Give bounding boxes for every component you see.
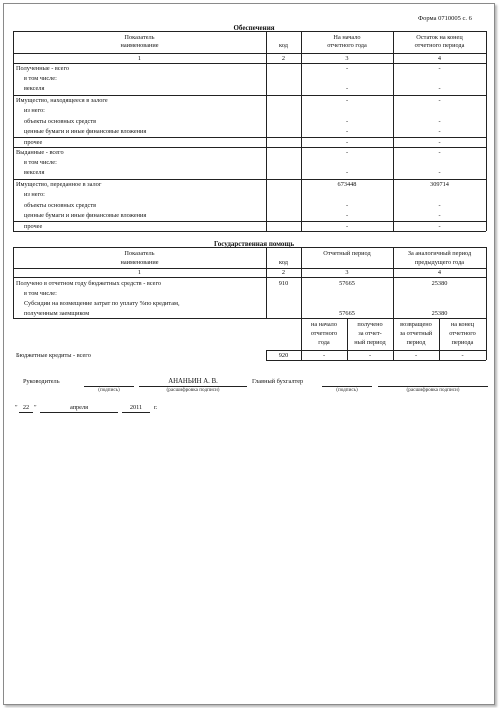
subsidy-current: 57665 — [339, 310, 355, 317]
header-code: код — [279, 42, 288, 49]
header-indicator: Показатель — [124, 34, 155, 41]
value-end: - — [438, 118, 441, 125]
form-code: Форма 0710005 с. 6 — [418, 15, 472, 22]
date-quote-open: " — [15, 404, 18, 411]
value-end: - — [438, 65, 441, 72]
table-row-label: в том числе: — [24, 159, 57, 166]
credits-value: - — [461, 352, 464, 359]
credits-label: Бюджетные кредиты - всего — [16, 352, 91, 359]
header-indicator: Показатель — [124, 250, 155, 257]
value-start: - — [345, 97, 349, 104]
date-quote-close: " — [34, 404, 37, 411]
value-start: - — [345, 85, 349, 92]
value-start: - — [345, 169, 349, 176]
date-suffix: г. — [154, 404, 158, 411]
value-start: - — [345, 223, 349, 230]
subsidy-prev: 25380 — [431, 310, 448, 317]
credits-value: - — [414, 352, 418, 359]
value-start: - — [345, 118, 349, 125]
header-end-period-2: отчетного периода — [414, 42, 465, 49]
head-name: АНАНЬИН А. В. — [168, 378, 218, 385]
table-row-label: Полученные - всего — [16, 65, 70, 72]
value-end: - — [438, 212, 441, 219]
credits-header-start-2: отчетного — [310, 330, 338, 337]
value-end: - — [438, 223, 441, 230]
chief-accountant-label: Главный бухгалтер — [252, 378, 304, 385]
value-start: 673448 — [337, 181, 357, 188]
credits-code: 920 — [278, 352, 289, 359]
credits-header-received: получено — [357, 321, 383, 328]
table-row-label: векселя — [24, 169, 45, 176]
colnum-1: 1 — [137, 55, 142, 62]
received-label: Получено в отчетном году бюджетных средств - всего — [16, 280, 162, 287]
colnum-1: 1 — [137, 269, 142, 276]
header-current-period: Отчетный период — [323, 250, 371, 257]
table-row-label: прочее — [24, 139, 43, 146]
table-row-label: Имущество, переданное в залог — [16, 181, 102, 188]
credits-header-start-3: года — [318, 339, 330, 346]
value-end: - — [438, 97, 441, 104]
accountant-name-caption: (расшифровка подписи) — [406, 387, 460, 393]
value-start: - — [345, 149, 349, 156]
colnum-2: 2 — [281, 269, 286, 276]
incl-label: в том числе: — [24, 290, 57, 297]
colnum-2: 2 — [281, 55, 286, 62]
header-indicator-name: наименование — [120, 42, 159, 49]
table-row-label: объекты основных средств — [24, 202, 97, 209]
value-end: - — [438, 128, 441, 135]
header-prev-period: За аналогичный период — [407, 250, 472, 257]
subsidy-label: Субсидии на возмещение затрат по уплату %по кредитам, — [24, 300, 180, 307]
received-current: 57665 — [339, 280, 355, 287]
table-row-label: из него: — [24, 107, 45, 114]
subsidy-label-2: полученным заемщиком — [24, 310, 90, 317]
header-start-year: На начало — [333, 34, 361, 41]
header-code: код — [279, 259, 288, 266]
value-start: - — [345, 212, 349, 219]
table-row-label: ценные бумаги и иные финансовые вложения — [24, 212, 147, 219]
value-end: - — [438, 202, 441, 209]
table-row-label: объекты основных средств — [24, 118, 97, 125]
colnum-3: 3 — [345, 55, 349, 62]
value-start: - — [345, 128, 349, 135]
table-row-label: из него: — [24, 191, 45, 198]
date-year: 2011 — [129, 404, 143, 411]
colnum-4: 4 — [437, 269, 442, 276]
header-prev-period-2: предыдущего года — [414, 259, 465, 266]
credits-header-returned: возвращено — [400, 321, 432, 328]
value-start: - — [345, 202, 349, 209]
table-row-label: прочее — [24, 223, 43, 230]
received-prev: 25380 — [431, 280, 448, 287]
head-name-caption: (расшифровка подписи) — [166, 387, 220, 393]
section-title-state-aid: Государственная помощь — [213, 240, 295, 248]
head-label: Руководитель — [23, 378, 60, 385]
table-row-label: Имущество, находящееся в залоге — [16, 97, 108, 104]
credits-header-end-3: периода — [451, 339, 474, 346]
value-start: - — [345, 65, 349, 72]
credits-header-received-3: ный период — [354, 339, 386, 346]
value-end: - — [438, 169, 441, 176]
value-end: 309714 — [430, 181, 449, 188]
date-month: апреля — [69, 404, 89, 411]
credits-value: - — [368, 352, 372, 359]
table-row-label: Выданные - всего — [16, 149, 64, 156]
value-end: - — [438, 85, 441, 92]
value-end: - — [438, 139, 441, 146]
colnum-4: 4 — [437, 55, 442, 62]
received-code: 910 — [278, 280, 289, 287]
value-start: - — [345, 139, 349, 146]
credits-header-returned-2: за отчетный — [399, 330, 433, 337]
credits-header-end: на конец — [450, 321, 475, 328]
table-row-label: в том числе: — [24, 75, 57, 82]
document-page — [3, 3, 495, 705]
section-title-security: Обеспечения — [233, 24, 275, 32]
credits-header-returned-3: период — [406, 339, 426, 346]
table-row-label: векселя — [24, 85, 45, 92]
credits-value: - — [322, 352, 326, 359]
table-row-label: ценные бумаги и иные финансовые вложения — [24, 128, 147, 135]
credits-header-start: на начало — [311, 321, 337, 328]
header-start-year-2: отчетного года — [327, 42, 367, 49]
head-signature-caption: (подпись) — [98, 387, 120, 393]
accountant-signature-caption: (подпись) — [336, 387, 358, 393]
value-end: - — [438, 149, 441, 156]
credits-header-end-2: отчетного — [449, 330, 476, 337]
header-end-period: Остаток на конец — [416, 34, 463, 41]
header-indicator-name: наименование — [120, 259, 159, 266]
date-day: 22 — [22, 404, 30, 411]
credits-header-received-2: за отчет- — [358, 330, 382, 337]
colnum-3: 3 — [345, 269, 349, 276]
